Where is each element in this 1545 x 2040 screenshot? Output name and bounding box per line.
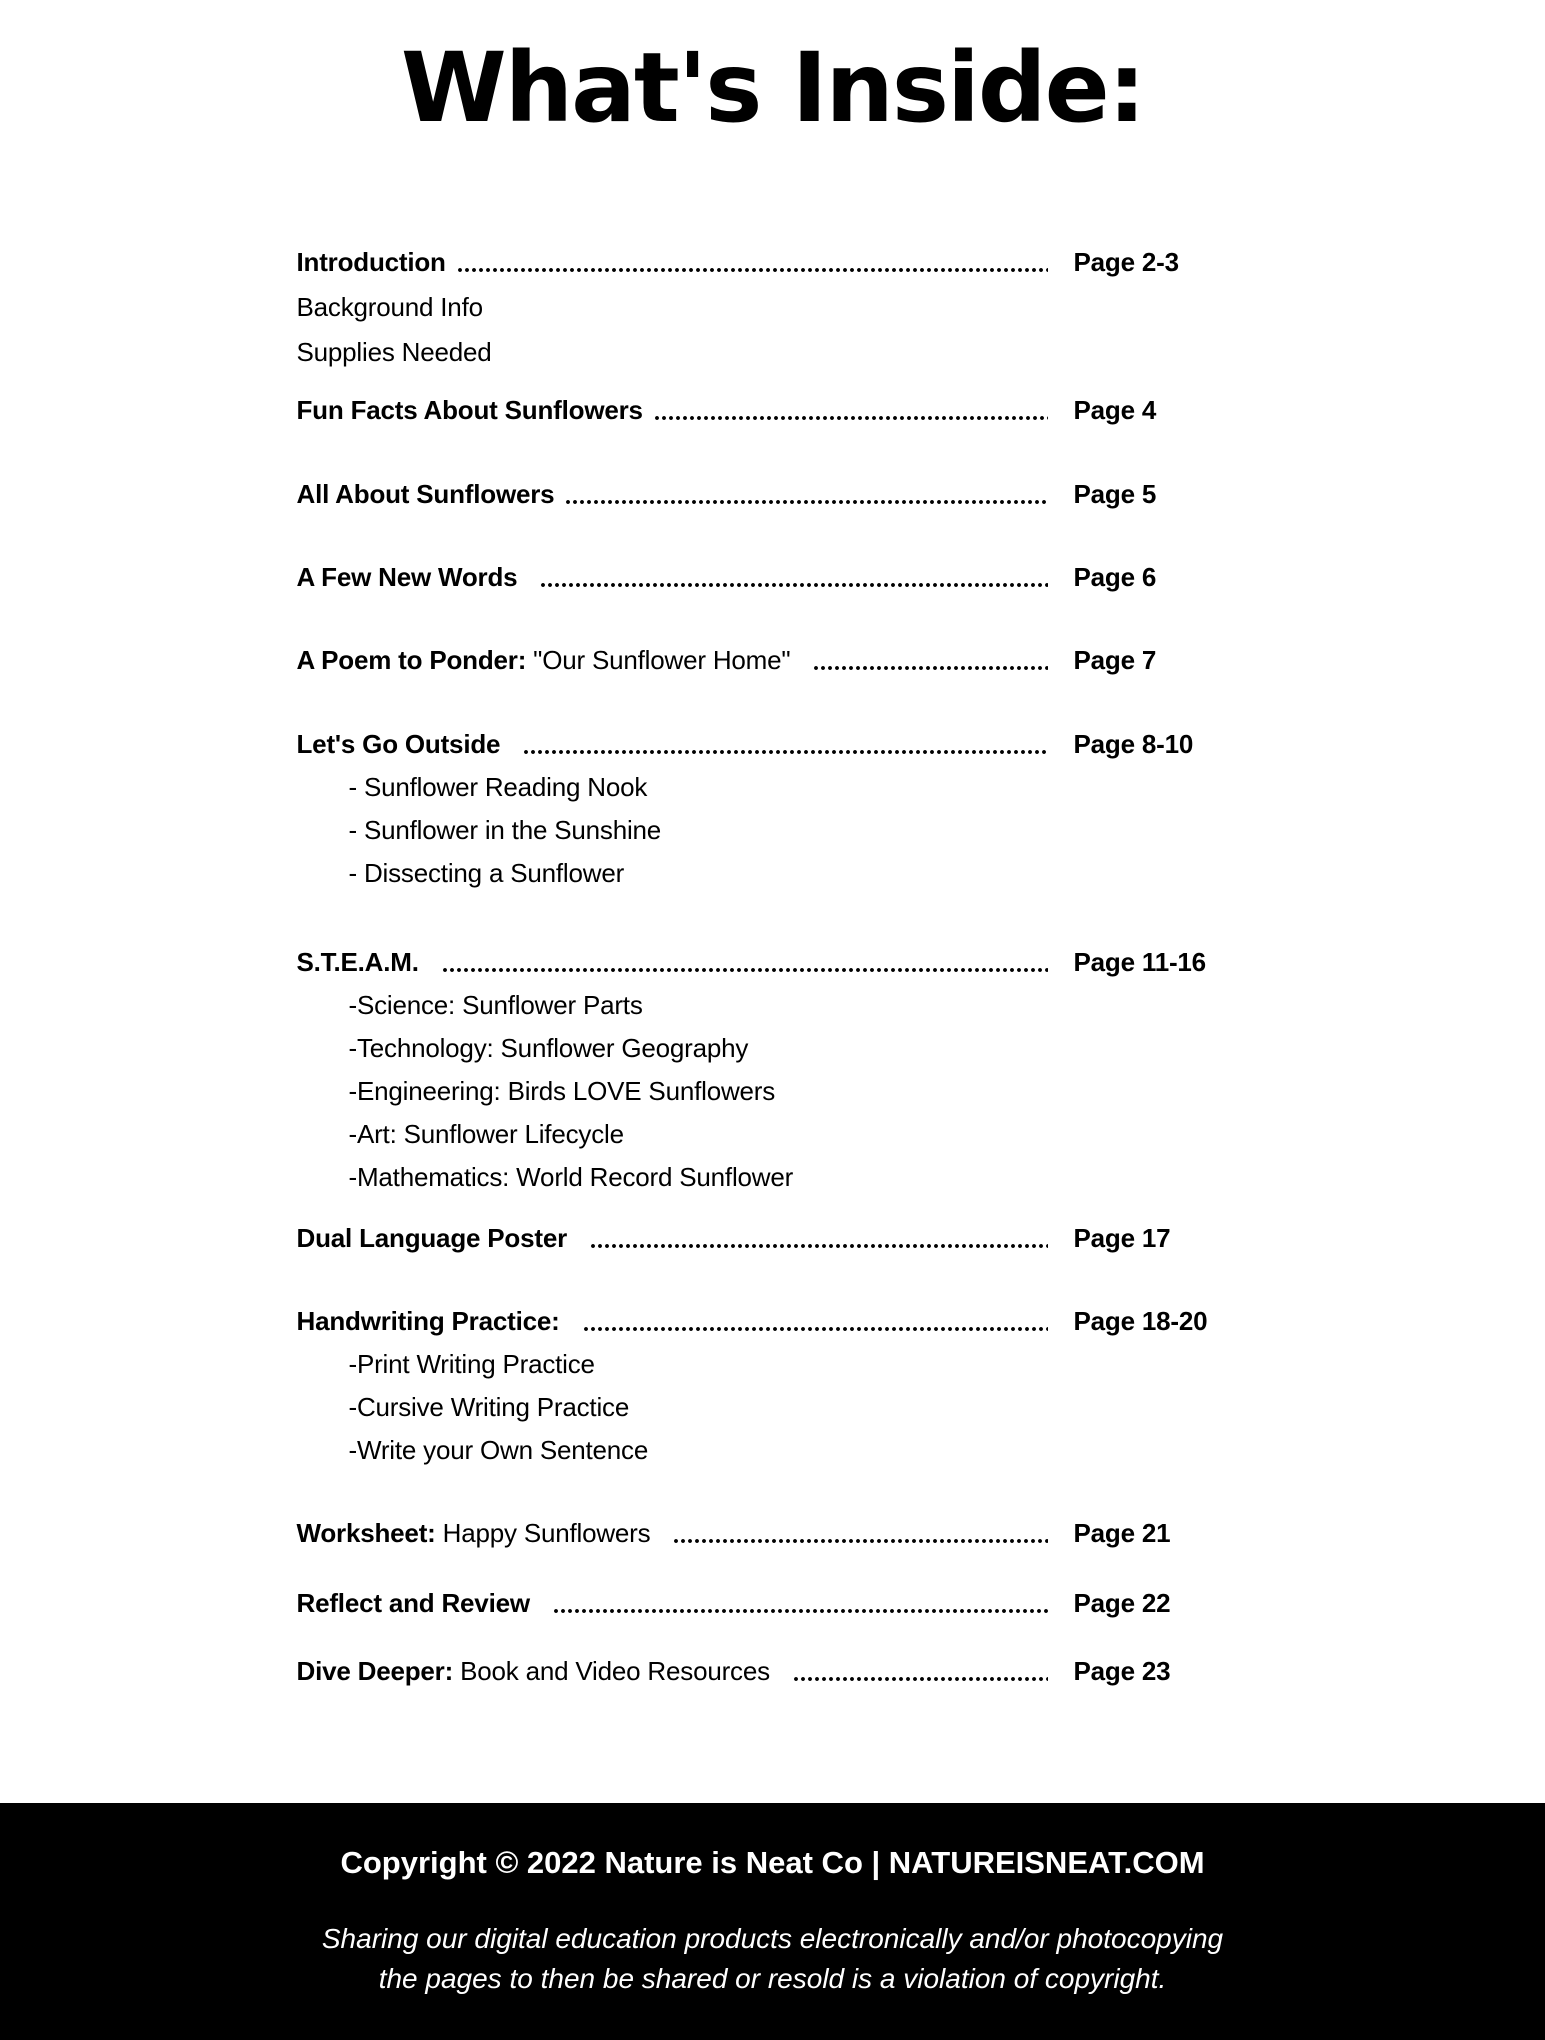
copyright-line: Copyright © 2022 Nature is Neat Co | NATUREISNEAT.COM xyxy=(340,1845,1205,1880)
toc-content xyxy=(296,32,1249,1688)
toc-row xyxy=(297,394,1249,427)
toc-subline: Background Info xyxy=(296,292,483,322)
toc-entry-steam xyxy=(297,946,1249,1194)
toc-page-number: Page 4 xyxy=(1073,395,1157,425)
toc-entry-title: Let's Go Outside xyxy=(296,729,501,759)
toc-page-number: Page 18-20 xyxy=(1073,1306,1208,1336)
toc-page xyxy=(0,32,1545,2040)
toc-page-number: Page 22 xyxy=(1073,1588,1171,1618)
toc-entry-label xyxy=(297,561,518,594)
toc-subitem: -Mathematics: World Record Sunflower xyxy=(348,1162,794,1192)
dot-leader xyxy=(794,1677,1048,1681)
toc-entry-title: Dive Deeper: xyxy=(296,1656,454,1686)
toc-subitem: - Sunflower in the Sunshine xyxy=(348,815,662,845)
toc-entry-label xyxy=(297,946,419,979)
toc-row xyxy=(297,478,1249,511)
dot-leader xyxy=(591,1244,1048,1248)
toc-row xyxy=(297,1587,1249,1620)
toc-entry-subtitle: "Our Sunflower Home" xyxy=(526,645,791,675)
toc-entry-fun-facts xyxy=(297,394,1249,427)
toc-entry-label xyxy=(297,1222,568,1255)
dot-leader xyxy=(584,1327,1048,1331)
disclaimer-line-1: Sharing our digital education products electronically and/or photocopying xyxy=(321,1923,1224,1954)
toc-entry-title: All About Sunflowers xyxy=(296,479,555,509)
toc-row xyxy=(297,1222,1249,1255)
toc-entry-poem xyxy=(297,644,1249,677)
copyright-disclaimer xyxy=(0,1919,1545,1999)
toc-entry-subtitle: Book and Video Resources xyxy=(453,1656,770,1686)
toc-entry-title: A Few New Words xyxy=(296,562,518,592)
dot-leader xyxy=(524,750,1047,754)
toc-subitem: -Art: Sunflower Lifecycle xyxy=(348,1119,624,1149)
toc-entry-label xyxy=(297,1655,770,1688)
dot-leader xyxy=(655,416,1048,420)
toc-row xyxy=(297,1655,1249,1688)
toc-entry-subtitle: Happy Sunflowers xyxy=(435,1518,651,1548)
toc-entry-label xyxy=(297,478,555,511)
toc-entry-label xyxy=(297,644,791,677)
toc-row xyxy=(297,644,1249,677)
toc-row xyxy=(297,1517,1249,1550)
toc-entry-title: S.T.E.A.M. xyxy=(296,947,419,977)
toc-page-number: Page 17 xyxy=(1073,1223,1171,1253)
toc-entry-dive-deeper xyxy=(297,1655,1249,1688)
toc-entry-title: A Poem to Ponder: xyxy=(296,645,527,675)
toc-entry-title: Handwriting Practice: xyxy=(296,1306,560,1336)
toc-page-number: Page 5 xyxy=(1073,479,1157,509)
dot-leader xyxy=(674,1539,1047,1543)
toc-entry-label xyxy=(297,246,446,279)
toc-entry-go-outside xyxy=(297,728,1249,890)
toc-subitem: -Print Writing Practice xyxy=(348,1349,595,1379)
toc-row xyxy=(297,246,1249,279)
dot-leader xyxy=(458,268,1048,272)
toc-entry-title: Worksheet: xyxy=(296,1518,436,1548)
toc-entry-worksheet xyxy=(297,1517,1249,1550)
toc-page-number: Page 6 xyxy=(1073,562,1157,592)
dot-leader xyxy=(814,666,1047,670)
toc-list xyxy=(297,246,1249,1688)
toc-entry-title: Reflect and Review xyxy=(296,1588,530,1618)
toc-subline: Supplies Needed xyxy=(296,337,492,367)
toc-entry-all-about xyxy=(297,478,1249,511)
toc-subitem: -Engineering: Birds LOVE Sunflowers xyxy=(348,1076,776,1106)
page-title: What's Inside: xyxy=(400,32,1145,144)
toc-entry-title: Introduction xyxy=(296,247,446,277)
toc-row xyxy=(297,946,1249,979)
toc-row xyxy=(297,561,1249,594)
toc-page-number: Page 11-16 xyxy=(1073,947,1206,977)
toc-entry-label xyxy=(297,394,643,427)
disclaimer-line-2: the pages to then be shared or resold is a violation of copyright. xyxy=(378,1963,1167,1994)
toc-entry-label xyxy=(297,1517,651,1550)
toc-entry-dual-language xyxy=(297,1222,1249,1255)
toc-entry-handwriting xyxy=(297,1305,1249,1467)
toc-entry-reflect xyxy=(297,1587,1249,1620)
copyright-footer xyxy=(0,1803,1545,2040)
toc-entry-title: Dual Language Poster xyxy=(296,1223,567,1253)
toc-entry-label xyxy=(297,728,501,761)
toc-entry-label xyxy=(297,1305,560,1338)
dot-leader xyxy=(554,1609,1048,1613)
toc-subitem: -Technology: Sunflower Geography xyxy=(348,1033,749,1063)
toc-entry-title: Fun Facts About Sunflowers xyxy=(296,395,643,425)
toc-page-number: Page 8-10 xyxy=(1073,729,1194,759)
toc-subitem: -Cursive Writing Practice xyxy=(348,1392,630,1422)
dot-leader xyxy=(566,500,1047,504)
toc-subitem: - Dissecting a Sunflower xyxy=(348,858,625,888)
toc-page-number: Page 2-3 xyxy=(1073,247,1179,277)
toc-row xyxy=(297,1305,1249,1338)
toc-entry-new-words xyxy=(297,561,1249,594)
dot-leader xyxy=(443,968,1048,972)
toc-subitem: -Write your Own Sentence xyxy=(348,1435,649,1465)
toc-page-number: Page 21 xyxy=(1073,1518,1171,1548)
toc-row xyxy=(297,728,1249,761)
dot-leader xyxy=(541,583,1047,587)
toc-page-number: Page 7 xyxy=(1073,645,1157,675)
toc-entry-introduction xyxy=(297,246,1249,369)
toc-subitem: - Sunflower Reading Nook xyxy=(348,772,648,802)
toc-entry-label xyxy=(297,1587,530,1620)
toc-subitem: -Science: Sunflower Parts xyxy=(348,990,643,1020)
toc-page-number: Page 23 xyxy=(1073,1656,1171,1686)
